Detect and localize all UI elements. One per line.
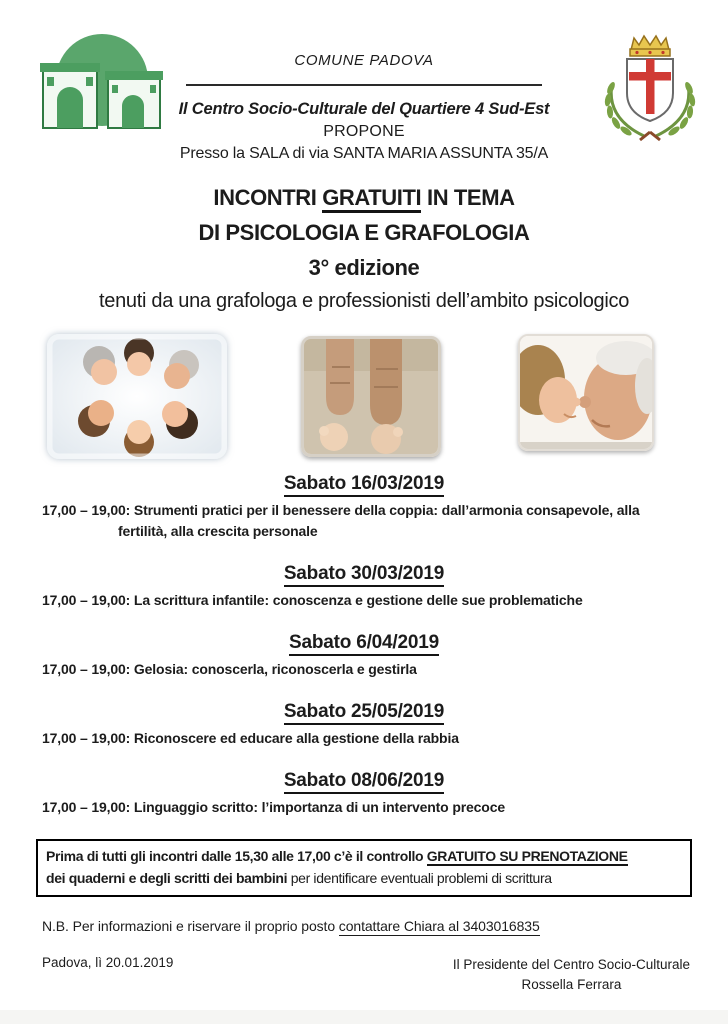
reservation-box-line-1	[46, 845, 682, 867]
organization-name: Il Centro Socio-Culturale del Quartiere 4 Sud-Est	[178, 100, 550, 118]
session-description: 17,00 – 19,00: La scrittura infantile: conoscenza e gestione delle sue problematiche	[42, 592, 583, 608]
session-1	[0, 473, 728, 542]
session-date-text: Sabato 6/04/2019	[289, 632, 439, 656]
schedule-list	[0, 473, 728, 818]
reservation-line1-bold: Prima di tutti gli incontri dalle 15,30 alle 17,00 c’è il controllo	[46, 848, 427, 864]
title-line1-underlined: GRATUITI	[322, 185, 421, 213]
place-and-date: Padova, lì 20.01.2019	[42, 955, 174, 970]
session-date	[0, 473, 728, 495]
grandfather-and-child-photo	[518, 334, 654, 451]
main-title	[0, 180, 728, 313]
reservation-box-line-2	[46, 867, 682, 889]
propone-label: PROPONE	[323, 123, 405, 140]
session-3	[0, 632, 728, 680]
president-title: Il Presidente del Centro Socio-Culturale	[452, 957, 690, 972]
venue-line: Presso la SALA di via SANTA MARIA ASSUNTA 35/A	[179, 145, 549, 162]
session-2	[0, 563, 728, 611]
reservation-line2-bold: dei quaderni e degli scritti dei bambini	[46, 870, 288, 886]
page-edge-strip	[0, 1010, 728, 1024]
session-date	[0, 770, 728, 792]
session-date	[0, 701, 728, 723]
title-line1-post: IN TEMA	[421, 185, 515, 210]
elderly-and-baby-hands-photo	[301, 336, 441, 457]
session-description: 17,00 – 19,00: Gelosia: conoscerla, riconoscerla e gestirla	[42, 661, 417, 677]
header-divider-line	[186, 84, 542, 86]
photo-strip	[0, 332, 728, 463]
green-city-gates-logo-icon	[38, 30, 164, 148]
note-contact-underlined: contattare Chiara al 3403016835	[338, 918, 540, 934]
title-subtitle: tenuti da una grafologa e professionisti dell’ambito psicologico	[98, 290, 630, 312]
header	[168, 0, 560, 163]
title-line1-pre: INCONTRI	[213, 185, 323, 210]
signature-block	[453, 955, 690, 995]
title-line-1	[0, 180, 728, 215]
session-date-text: Sabato 30/03/2019	[284, 563, 444, 587]
session-description: 17,00 – 19,00: Linguaggio scritto: l’importanza di un intervento precoce	[42, 799, 505, 815]
session-4	[0, 701, 728, 749]
info-note	[42, 918, 686, 934]
title-line-3: 3° edizione	[308, 255, 420, 280]
title-line-2: DI PSICOLOGIA E GRAFOLOGIA	[198, 220, 530, 245]
free-check-reservation-box	[36, 839, 692, 897]
session-date	[0, 563, 728, 585]
president-name: Rossella Ferrara	[521, 977, 622, 992]
municipality-title: COMUNE PADOVA	[294, 52, 434, 69]
session-date	[0, 632, 728, 654]
footer	[42, 955, 690, 995]
session-date-text: Sabato 25/05/2019	[284, 701, 444, 725]
padova-coat-of-arms-icon	[598, 26, 702, 152]
session-5	[0, 770, 728, 818]
session-description: 17,00 – 19,00: Strumenti pratici per il benessere della coppia: dall’armonia consapevole, alla	[42, 502, 640, 518]
session-description-continued: fertilità, alla crescita personale	[118, 523, 318, 539]
family-circle-photo	[47, 334, 227, 459]
session-date-text: Sabato 16/03/2019	[284, 473, 444, 497]
session-description: 17,00 – 19,00: Riconoscere ed educare alla gestione della rabbia	[42, 730, 459, 746]
session-date-text: Sabato 08/06/2019	[284, 770, 444, 794]
reservation-line1-underlined: GRATUITO SU PRENOTAZIONE	[426, 848, 628, 864]
note-text: N.B. Per informazioni e riservare il proprio posto	[42, 918, 339, 934]
reservation-line2-regular: per identificare eventuali problemi di scrittura	[287, 870, 552, 886]
